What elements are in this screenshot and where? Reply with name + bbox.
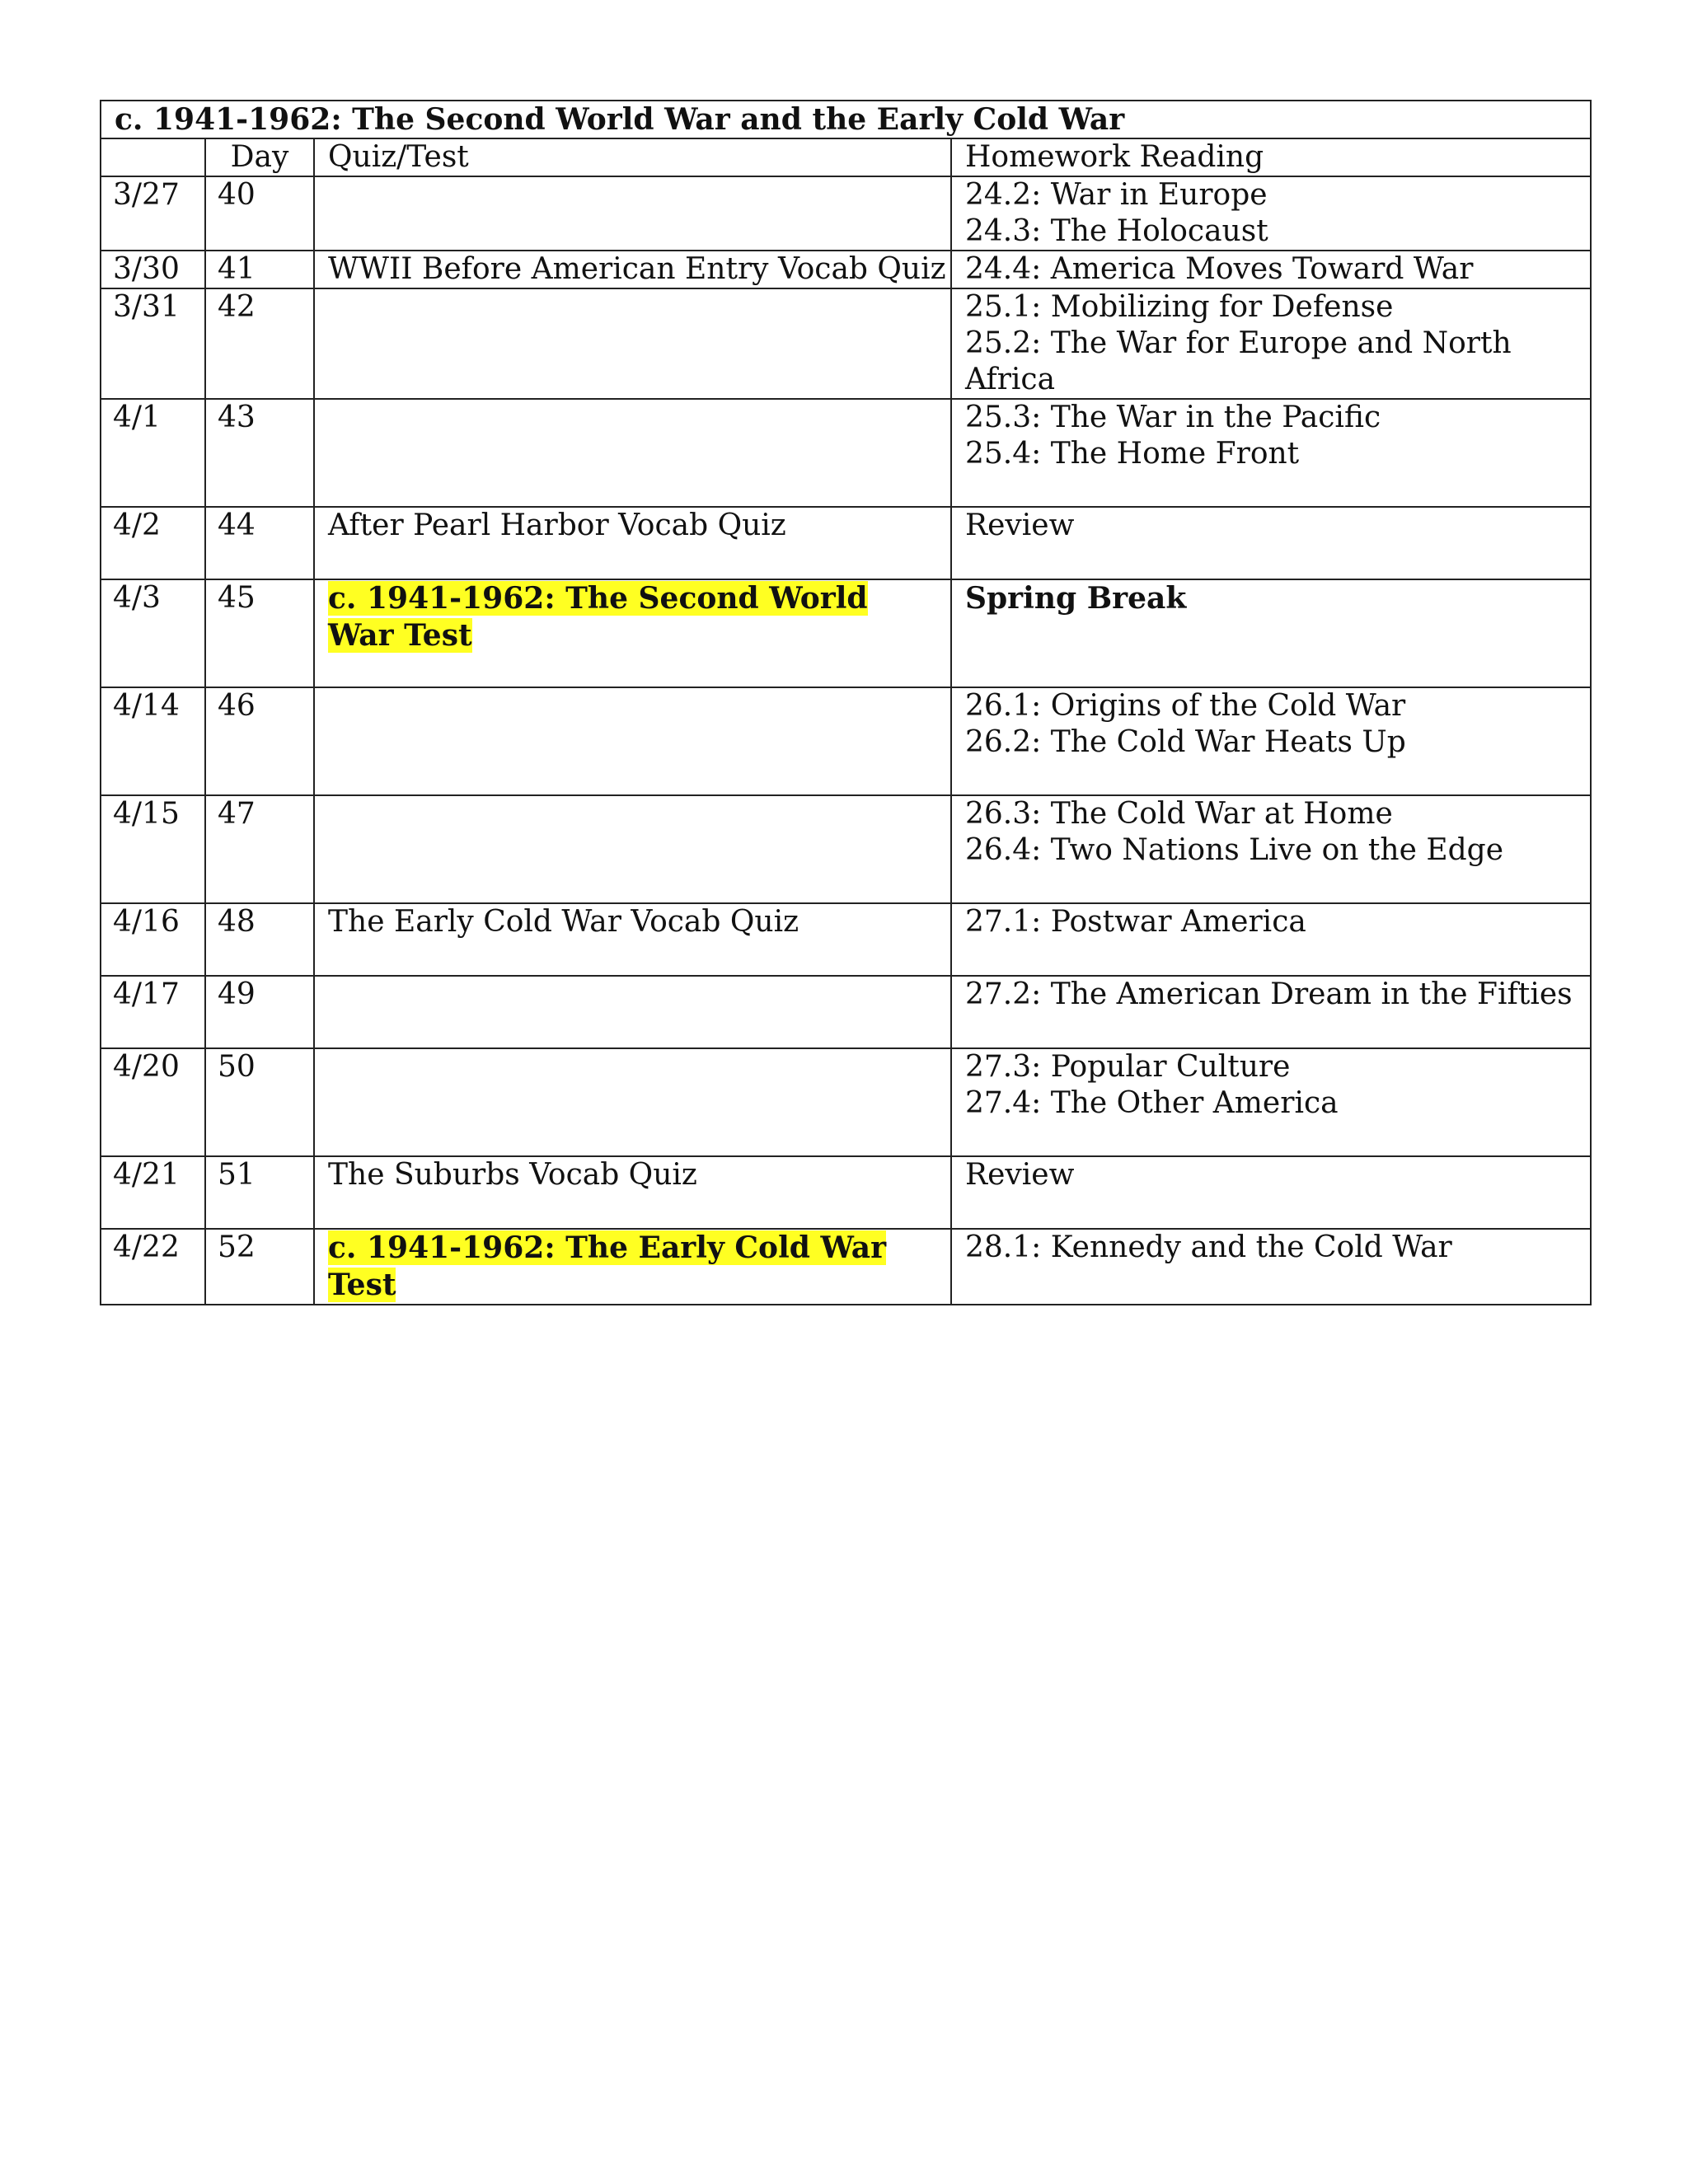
date-cell: 3/30 (101, 251, 205, 288)
day-cell: 52 (205, 1229, 314, 1305)
date-cell: 4/2 (101, 507, 205, 579)
date-cell: 4/1 (101, 399, 205, 507)
quiz-cell (314, 251, 951, 288)
reading-cell (951, 288, 1591, 399)
date-cell: 3/31 (101, 288, 205, 399)
reading-line: 25.4: The Home Front (965, 437, 1300, 471)
table-row (101, 903, 1591, 976)
table-row (101, 795, 1591, 903)
table-title: c. 1941-1962: The Second World War and the Early Cold War (101, 101, 1591, 138)
quiz-cell (314, 1156, 951, 1229)
quiz-cell (314, 795, 951, 903)
day-cell: 41 (205, 251, 314, 288)
reading-line: 24.4: America Moves Toward War (965, 252, 1474, 286)
reading-cell (951, 507, 1591, 579)
reading-line: Spring Break (965, 581, 1187, 616)
quiz-text: The Early Cold War Vocab Quiz (328, 905, 799, 939)
day-cell: 49 (205, 976, 314, 1048)
day-cell: 43 (205, 399, 314, 507)
quiz-cell (314, 687, 951, 795)
highlighted-test-label: c. 1941-1962: The Second World War Test (328, 581, 868, 653)
day-cell: 47 (205, 795, 314, 903)
reading-cell (951, 795, 1591, 903)
reading-line: 24.3: The Holocaust (965, 214, 1268, 248)
reading-cell (951, 976, 1591, 1048)
day-cell: 42 (205, 288, 314, 399)
highlighted-test-label: c. 1941-1962: The Early Cold War Test (328, 1230, 887, 1302)
reading-line: 26.4: Two Nations Live on the Edge (965, 833, 1503, 867)
date-cell: 4/22 (101, 1229, 205, 1305)
table-row (101, 687, 1591, 795)
reading-line: 25.1: Mobilizing for Defense (965, 290, 1394, 324)
day-cell: 46 (205, 687, 314, 795)
header-day: Day (205, 138, 314, 176)
quiz-text: After Pearl Harbor Vocab Quiz (328, 509, 786, 542)
reading-cell (951, 1156, 1591, 1229)
reading-cell (951, 399, 1591, 507)
date-cell: 4/15 (101, 795, 205, 903)
quiz-cell (314, 976, 951, 1048)
reading-line: 27.1: Postwar America (965, 905, 1306, 939)
header-homework-reading: Homework Reading (951, 138, 1591, 176)
table-row (101, 1156, 1591, 1229)
reading-line: 26.3: The Cold War at Home (965, 797, 1393, 831)
schedule-table (100, 100, 1592, 1305)
reading-cell (951, 687, 1591, 795)
reading-line: Review (965, 509, 1075, 542)
quiz-cell (314, 903, 951, 976)
date-cell: 4/17 (101, 976, 205, 1048)
reading-line: 24.2: War in Europe (965, 178, 1268, 212)
day-cell: 40 (205, 176, 314, 251)
reading-cell (951, 579, 1591, 687)
quiz-cell (314, 507, 951, 579)
quiz-cell (314, 579, 951, 687)
day-cell: 44 (205, 507, 314, 579)
table-row (101, 976, 1591, 1048)
reading-cell (951, 176, 1591, 251)
reading-line: 27.3: Popular Culture (965, 1050, 1291, 1084)
header-date (101, 138, 205, 176)
table-row (101, 579, 1591, 687)
date-cell: 3/27 (101, 176, 205, 251)
quiz-text: WWII Before American Entry Vocab Quiz (328, 252, 946, 286)
table-row (101, 251, 1591, 288)
reading-line: 25.2: The War for Europe and North Africa (965, 326, 1512, 396)
quiz-cell (314, 399, 951, 507)
table-row (101, 176, 1591, 251)
date-cell: 4/21 (101, 1156, 205, 1229)
reading-line: 25.3: The War in the Pacific (965, 401, 1381, 434)
table-row (101, 1229, 1591, 1305)
table-row (101, 288, 1591, 399)
day-cell: 50 (205, 1048, 314, 1156)
quiz-cell (314, 1229, 951, 1305)
reading-line: 26.2: The Cold War Heats Up (965, 725, 1406, 759)
reading-line: 27.4: The Other America (965, 1086, 1339, 1120)
day-cell: 48 (205, 903, 314, 976)
table-row (101, 1048, 1591, 1156)
table-row (101, 399, 1591, 507)
reading-cell (951, 903, 1591, 976)
quiz-text: The Suburbs Vocab Quiz (328, 1158, 697, 1192)
reading-line: 26.1: Origins of the Cold War (965, 689, 1406, 723)
reading-line: 28.1: Kennedy and the Cold War (965, 1230, 1452, 1264)
date-cell: 4/20 (101, 1048, 205, 1156)
reading-cell (951, 1229, 1591, 1305)
day-cell: 51 (205, 1156, 314, 1229)
day-cell: 45 (205, 579, 314, 687)
header-row (101, 138, 1591, 176)
quiz-cell (314, 1048, 951, 1156)
date-cell: 4/16 (101, 903, 205, 976)
reading-line: 27.2: The American Dream in the Fifties (965, 977, 1573, 1011)
reading-cell (951, 251, 1591, 288)
table-row (101, 507, 1591, 579)
header-quiz-test: Quiz/Test (314, 138, 951, 176)
reading-cell (951, 1048, 1591, 1156)
date-cell: 4/14 (101, 687, 205, 795)
date-cell: 4/3 (101, 579, 205, 687)
quiz-cell (314, 288, 951, 399)
reading-line: Review (965, 1158, 1075, 1192)
quiz-cell (314, 176, 951, 251)
